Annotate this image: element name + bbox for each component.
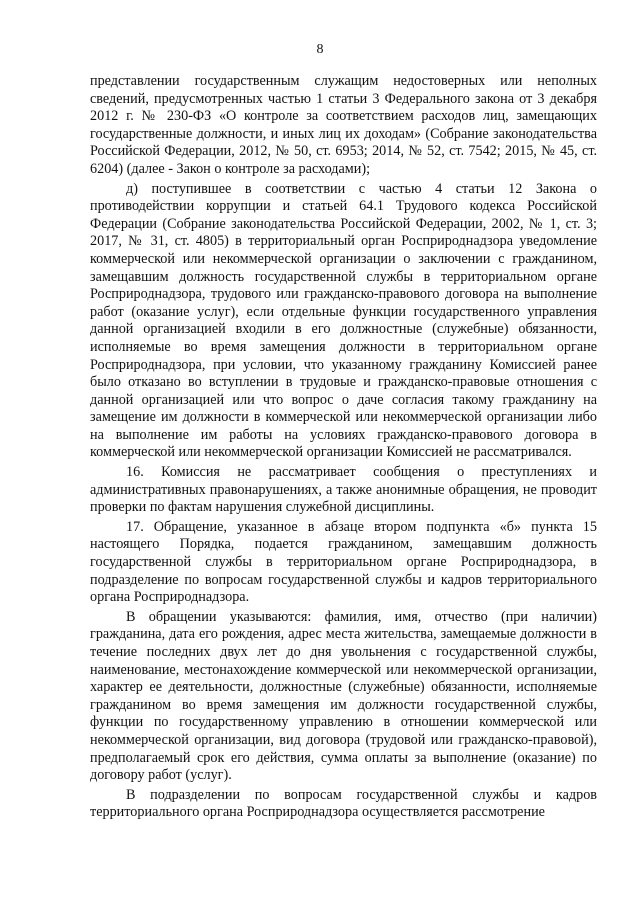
- paragraph-item-17: 17. Обращение, указанное в абзаце втором подпункта «б» пункта 15 настоящего Порядка, подается гражданином, замещавшим должность государственной службы в территориальном органе Росприроднадзора, в подразделение по вопросам государственной службы и кадров территориального органа Росприроднадзора.: [90, 518, 597, 606]
- paragraph-appeal-contents: В обращении указываются: фамилия, имя, отчество (при наличии) гражданина, дата его рождения, адрес места жительства, замещаемые должности в течение последних двух лет до дня увольнения с государственной службы, наименование, местонахождение коммерческой или некоммерческой организации, характер ее деятельности, должностные (служебные) обязанности, исполняемые гражданином во время замещения им должности государственной службы, функции по государственному управлению в отношении коммерческой или некоммерческой организации, вид договора (трудовой или гражданско-правовой), предполагаемый срок его действия, сумма оплаты за выполнение (оказание) по договору работ (услуг).: [90, 608, 597, 784]
- document-body: [90, 73, 597, 824]
- paragraph-item-d: д) поступившее в соответствии с частью 4 статьи 12 Закона о противодействии коррупции и статьей 64.1 Трудового кодекса Российской Федерации (Собрание законодательства Российской Федерации, 2002, № 1, ст. 3; 2017, № 31, ст. 4805) в территориальный орган Росприроднадзора уведомление коммерческой или некоммерческой организации о заключении с гражданином, замещавшим должность государственной службы в территориальном органе Росприроднадзора, трудового или гражданско-правового договора на выполнение работ (оказание услуг), если отдельные функции государственного управления данной организацией входили в его должностные (служебные) обязанности, исполняемые во время замещения должности в территориальном органе Росприроднадзора, при условии, что указанному гражданину Комиссией ранее было отказано во вступлении в трудовые и гражданско-правовые отношения с данной организацией или что вопрос о даче согласия такому гражданину на замещение им должности в коммерческой или некоммерческой организации либо на выполнение им работы на условиях гражданско-правового договора в коммерческой или некоммерческой организации Комиссией не рассматривался.: [90, 180, 597, 461]
- page-number: 8: [316, 42, 324, 57]
- paragraph-hr-review: В подразделении по вопросам государственной службы и кадров территориального органа Росприроднадзора осуществляется рассмотрение: [90, 786, 597, 821]
- paragraph-item-16: 16. Комиссия не рассматривает сообщения о преступлениях и административных правонарушениях, а также анонимные обращения, не проводит проверки по фактам нарушения служебной дисциплины.: [90, 464, 597, 516]
- paragraph-continuation: представлении государственным служащим недостоверных или неполных сведений, предусмотренных частью 1 статьи 3 Федерального закона от 3 декабря 2012 г. № 230-ФЗ «О контроле за соответствием расходов лиц, замещающих государственные должности, и иных лиц их доходам» (Собрание законодательства Российской Федерации, 2012, № 50, ст. 6953; 2014, № 52, ст. 7542; 2015, № 45, ст. 6204) (далее - Закон о контроле за расходами);: [90, 73, 597, 177]
